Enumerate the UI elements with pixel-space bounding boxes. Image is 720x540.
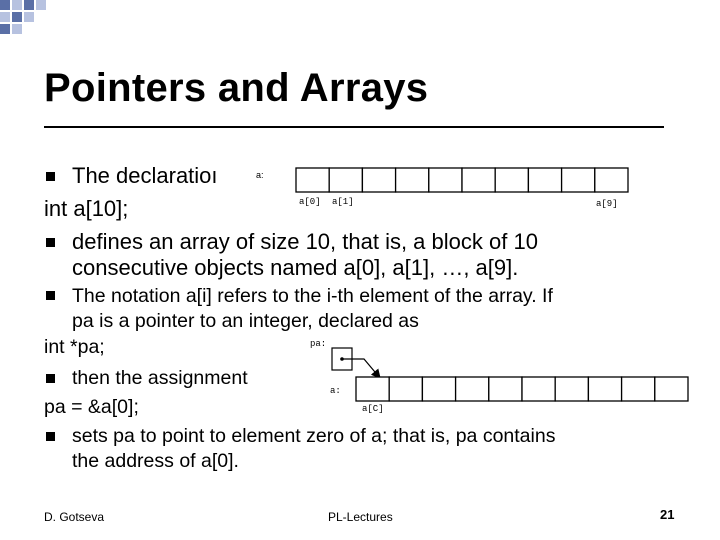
cell-label-last: a[9] xyxy=(596,199,618,209)
footer-center: PL-Lectures xyxy=(328,510,393,524)
array-label: a: xyxy=(330,386,341,396)
code-pa-assign: pa = &a[0]; xyxy=(44,396,139,418)
text-sets-line2: the address of a[0]. xyxy=(72,450,239,472)
text-notation-line2: pa is a pointer to an integer, declared as xyxy=(72,310,419,332)
array-cell xyxy=(389,377,422,401)
array-cell xyxy=(555,377,588,401)
code-int-pa: int *pa; xyxy=(44,336,105,358)
code-int-a: int a[10]; xyxy=(44,196,129,221)
page-number: 21 xyxy=(660,507,675,522)
array-cell xyxy=(456,377,489,401)
text-defines-line1: defines an array of size 10, that is, a block of 10 xyxy=(72,229,538,254)
array-cell xyxy=(622,377,655,401)
cell-label-second: a[1] xyxy=(332,197,354,207)
array-cell xyxy=(588,377,621,401)
array-cell xyxy=(522,377,555,401)
cell-label-first: a[C] xyxy=(362,404,384,414)
text-then-assignment: then the assignment xyxy=(72,367,248,389)
text-declaration-tail: a: xyxy=(256,170,264,180)
array-cell xyxy=(356,377,389,401)
pointer-label: pa: xyxy=(310,339,327,349)
footer-author: D. Gotseva xyxy=(44,510,105,524)
array-cell xyxy=(655,377,688,401)
text-sets-line1: sets pa to point to element zero of a; that is, pa contains xyxy=(72,425,556,447)
cell-label-first: a[0] xyxy=(299,197,321,207)
array-cell xyxy=(422,377,455,401)
text-declaration: The declaratioı xyxy=(72,163,218,188)
text-defines-line2: consecutive objects named a[0], a[1], …, a[9]. xyxy=(72,255,519,280)
slide-title: Pointers and Arrays xyxy=(44,66,429,110)
array-cells xyxy=(356,377,688,401)
text-notation-line1: The notation a[i] refers to the i-th element of the array. If xyxy=(72,285,553,307)
array-cell xyxy=(489,377,522,401)
